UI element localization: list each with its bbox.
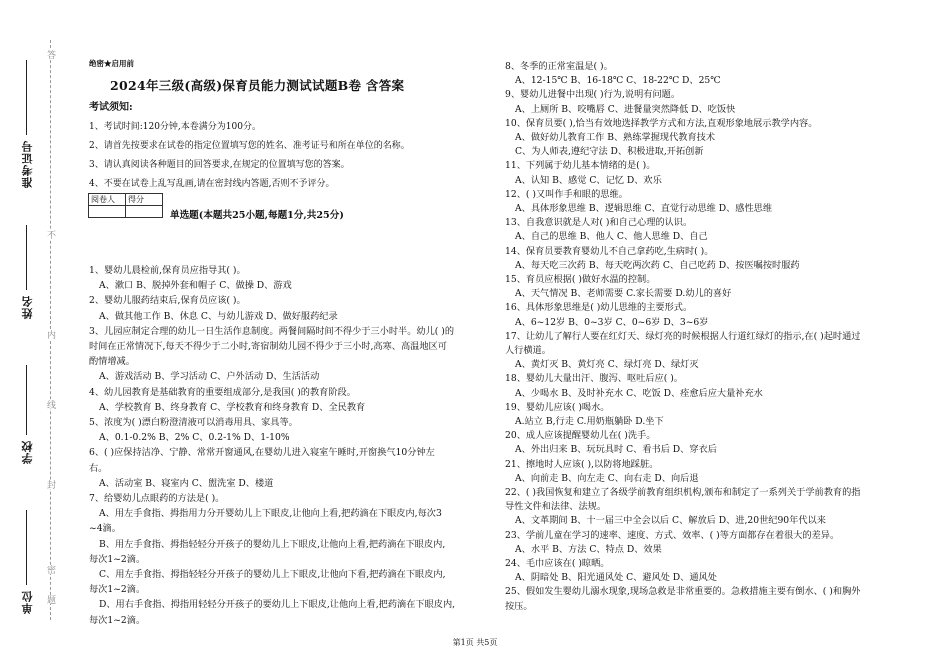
question-text: 每次1~2滴。: [89, 614, 146, 626]
answer-options: C、为人师表,遵纪守法 D、积极进取,开拓创新: [515, 146, 704, 158]
answer-options: A、具体形象思维 B、逻辑思维 C、直觉行动思维 D、感性思维: [515, 203, 773, 214]
reviewer-cell: 阅卷人: [89, 194, 126, 206]
answer-options: B、用左手食指、拇指轻轻分开孩子的婴幼儿上下眼皮,让他向上看,把药滴在下眼皮内,: [99, 538, 446, 550]
answer-options: C、用左手食指、拇指轻轻分开孩子的婴幼儿上下眼皮,让他向下看,把药滴在下眼皮内,: [99, 569, 446, 580]
question-text: 25、假如发生婴幼儿溺水现象,现场急救是非常重要的。急救措施主要有倒水、( )和胸外: [505, 586, 861, 598]
binding-strip: [20, 40, 60, 620]
question-text: 7、给婴幼儿点眼药的方法是( )。: [89, 493, 225, 504]
question-text: 13、自我意识就是人对( )和自己心理的认识。: [505, 217, 693, 229]
question-text: 18、婴幼儿大量出汗、腹泻、呕吐后应( )。: [505, 373, 683, 385]
question-text: 6、( )应保持洁净、宁静、常常开窗通风,在婴幼儿进入寝室午睡时,开窗换气10分钟左: [89, 447, 435, 459]
answer-options: A、6~12岁 B、0~3岁 C、0~6岁 D、3~6岁: [515, 316, 709, 328]
name-field[interactable]: [26, 225, 27, 290]
question-text: 11、下列属于幼儿基本情绪的是( )。: [505, 160, 656, 172]
secret-mark: 绝密★启用前: [89, 59, 134, 68]
question-text: 按压。: [505, 600, 533, 612]
question-text: 时间在正常情况下,每天不得少于二小时,寄宿制幼儿园不得少于三小时,高寒、高温地区可: [89, 341, 447, 352]
score-cell: 得分: [126, 194, 163, 206]
notice-item: 1、考试时间:120分钟,本卷满分为100分。: [89, 122, 261, 132]
seal-char: 不: [45, 230, 55, 239]
answer-options: A、学校教育 B、终身教育 C、学校教育和终身教育 D、全民教育: [99, 401, 366, 413]
question-text: 12、( )又叫作手和眼的思维。: [505, 188, 628, 200]
answer-options: A、做好幼儿教育工作 B、熟练掌握现代教育技术: [515, 132, 716, 143]
school-field[interactable]: [26, 365, 27, 435]
question-text: 2、婴幼儿服药结束后,保育员应该( )。: [89, 295, 246, 307]
answer-options: A、认知 B、感觉 C、记忆 D、欢乐: [515, 174, 662, 186]
answer-options: A、游戏活动 B、学习活动 C、户外活动 D、生活活动: [99, 371, 320, 383]
answer-options: D、用右手食指、拇指用轻轻分开孩子的要幼儿上下眼皮,让他向上看,把药滴在下眼皮内,: [99, 599, 456, 611]
seal-char: 答: [45, 50, 55, 59]
answer-options: A、黄灯灭 B、黄灯亮 C、绿灯亮 D、绿灯灭: [515, 359, 699, 371]
seal-char: 封: [45, 480, 55, 489]
question-text: 右。: [89, 462, 108, 474]
answer-options: A、漱口 B、脱掉外套和帽子 C、做操 D、游戏: [99, 280, 292, 292]
question-text: 16、具体形象思维是( )幼儿思维的主要形式。: [505, 302, 693, 314]
question-text: 每次1~2滴。: [89, 584, 146, 596]
answer-options: A、天气情况 B、老师需要 C.家长需要 D.幼儿的喜好: [515, 288, 732, 300]
page-title: 2024年三级(高级)保育员能力测试试题B卷 含答案: [110, 78, 405, 93]
question-text: 3、儿园应制定合理的幼儿一日生活作息制度。两餐间隔时间不得少于三小时半。幼儿( )的: [89, 325, 455, 337]
answer-options: A、每天吃三次药 B、每天吃两次药 C、自己吃药 D、按医嘱按时服药: [515, 259, 800, 271]
question-text: ~4滴。: [89, 523, 121, 535]
answer-options: A、阴暗处 B、阳光通风处 C、避风处 D、通风处: [515, 572, 717, 584]
question-text: 21、擦地时人应该( ),以防将地踩脏。: [505, 458, 659, 470]
answer-options: A、活动室 B、寝室内 C、盥洗室 D、楼道: [99, 477, 274, 489]
question-text: 15、育员应根据( )做好水温的控制。: [505, 274, 656, 285]
name-label: 姓名: [21, 295, 34, 319]
section-heading: 单选题(本题共25小题,每题1分,共25分): [170, 210, 344, 221]
score-box: [88, 193, 163, 218]
exam-number-field[interactable]: [26, 60, 27, 135]
question-text: 22、( )我国恢复和建立了各级学前教育组织机构,颁布和制定了一系列关于学前教育的指: [505, 487, 861, 498]
answer-options: A、12-15℃ B、16-18℃ C、18-22℃ D、25℃: [515, 75, 721, 87]
question-text: 8、冬季的正常室温是( )。: [505, 61, 613, 72]
question-text: 导性文件和法律、法规。: [505, 501, 607, 513]
page-footer: 第1页 共5页: [452, 638, 498, 647]
seal-char: 题: [45, 595, 55, 604]
seal-char: 内: [45, 330, 55, 339]
exam-number-label: 准考证号: [21, 140, 34, 188]
unit-field[interactable]: [26, 510, 27, 585]
unit-label: 单位: [21, 590, 34, 614]
seal-char: 密: [45, 565, 55, 574]
question-text: 1、婴幼儿晨检前,保育员应指导其( )。: [89, 265, 246, 276]
answer-options: A、水平 B、方法 C、特点 D、效果: [515, 543, 662, 555]
question-text: 20、成人应该提醒婴幼儿在( )洗手。: [505, 430, 656, 442]
notice-item: 4、不要在试卷上乱写乱画,请在密封线内答题,否则不予评分。: [89, 179, 335, 189]
notice-item: 2、请首先按要求在试卷的指定位置填写您的姓名、准考证号和所在单位的名称。: [89, 141, 410, 151]
notice-item: 3、请认真阅读各种题目的回答要求,在规定的位置填写您的答案。: [89, 160, 350, 170]
answer-options: A.站立 B,行走 C.用奶瓶躺卧 D.坐下: [515, 416, 664, 427]
question-text: 19、婴幼儿应该( )喝水。: [505, 401, 610, 413]
answer-options: A、0.1-0.2% B、2% C、0.2-1% D、1-10%: [99, 432, 290, 444]
question-text: 酌情增减。: [89, 356, 135, 368]
question-text: 每次1~2滴。: [89, 553, 146, 565]
question-text: 5、浓度为( )漂白粉澄清液可以消毒用具、家具等。: [89, 417, 298, 428]
reviewer-input[interactable]: [89, 206, 126, 218]
question-text: 4、幼儿园教育是基础教育的重要组成部分,是我国( )的教育阶段。: [89, 386, 356, 398]
question-text: 9、婴幼儿进餐中出现( )行为,说明有问题。: [505, 89, 681, 101]
answer-options: A、文革期间 B、十一届三中全会以后 C、解放后 D、进,20世纪90年代以来: [515, 515, 826, 527]
seal-char: 线: [45, 400, 55, 409]
school-label: 学校: [21, 440, 34, 464]
answer-options: A、自己的思维 B、他人 C、他人思维 D、自己: [515, 231, 708, 243]
question-text: 23、学前儿童在学习的速率、速度、方式、效率、( )等方面都存在着很大的差异。: [505, 529, 840, 541]
question-text: 14、保育员要教育婴幼儿不自己拿药吃,生病时( )。: [505, 245, 714, 257]
question-text: 24、毛巾应该在( )晾晒。: [505, 558, 610, 569]
notice-heading: 考试须知:: [89, 102, 133, 113]
question-text: 17、让幼儿了解行人要在红灯天、绿灯亮的时候根据人行道红绿灯的指示,在( )起时通过: [505, 330, 861, 342]
answer-options: A、做其他工作 B、休息 C、与幼儿游戏 D、做好服药纪录: [99, 310, 338, 322]
question-text: 10、保育员要( ),恰当有效地选择教学方式和方法,直观形象地展示教学内容。: [505, 117, 818, 129]
answer-options: A、用左手食指、拇指用力分开婴幼儿上下眼皮,让他向上看,把药滴在下眼皮内,每次3: [99, 508, 442, 520]
answer-options: A、上厕所 B、咬嘴唇 C、进餐量突然降低 D、吃饭快: [515, 103, 736, 115]
answer-options: A、向前走 B、向左走 C、向右走 D、向后退: [515, 472, 699, 484]
answer-options: A、外出归来 B、玩玩具时 C、看书后 D、穿衣后: [515, 444, 717, 456]
answer-options: A、少喝水 B、及时补充水 C、吃饭 D、痊愈后应大量补充水: [515, 387, 763, 399]
score-input[interactable]: [126, 206, 163, 218]
question-text: 人行横道。: [505, 345, 551, 356]
